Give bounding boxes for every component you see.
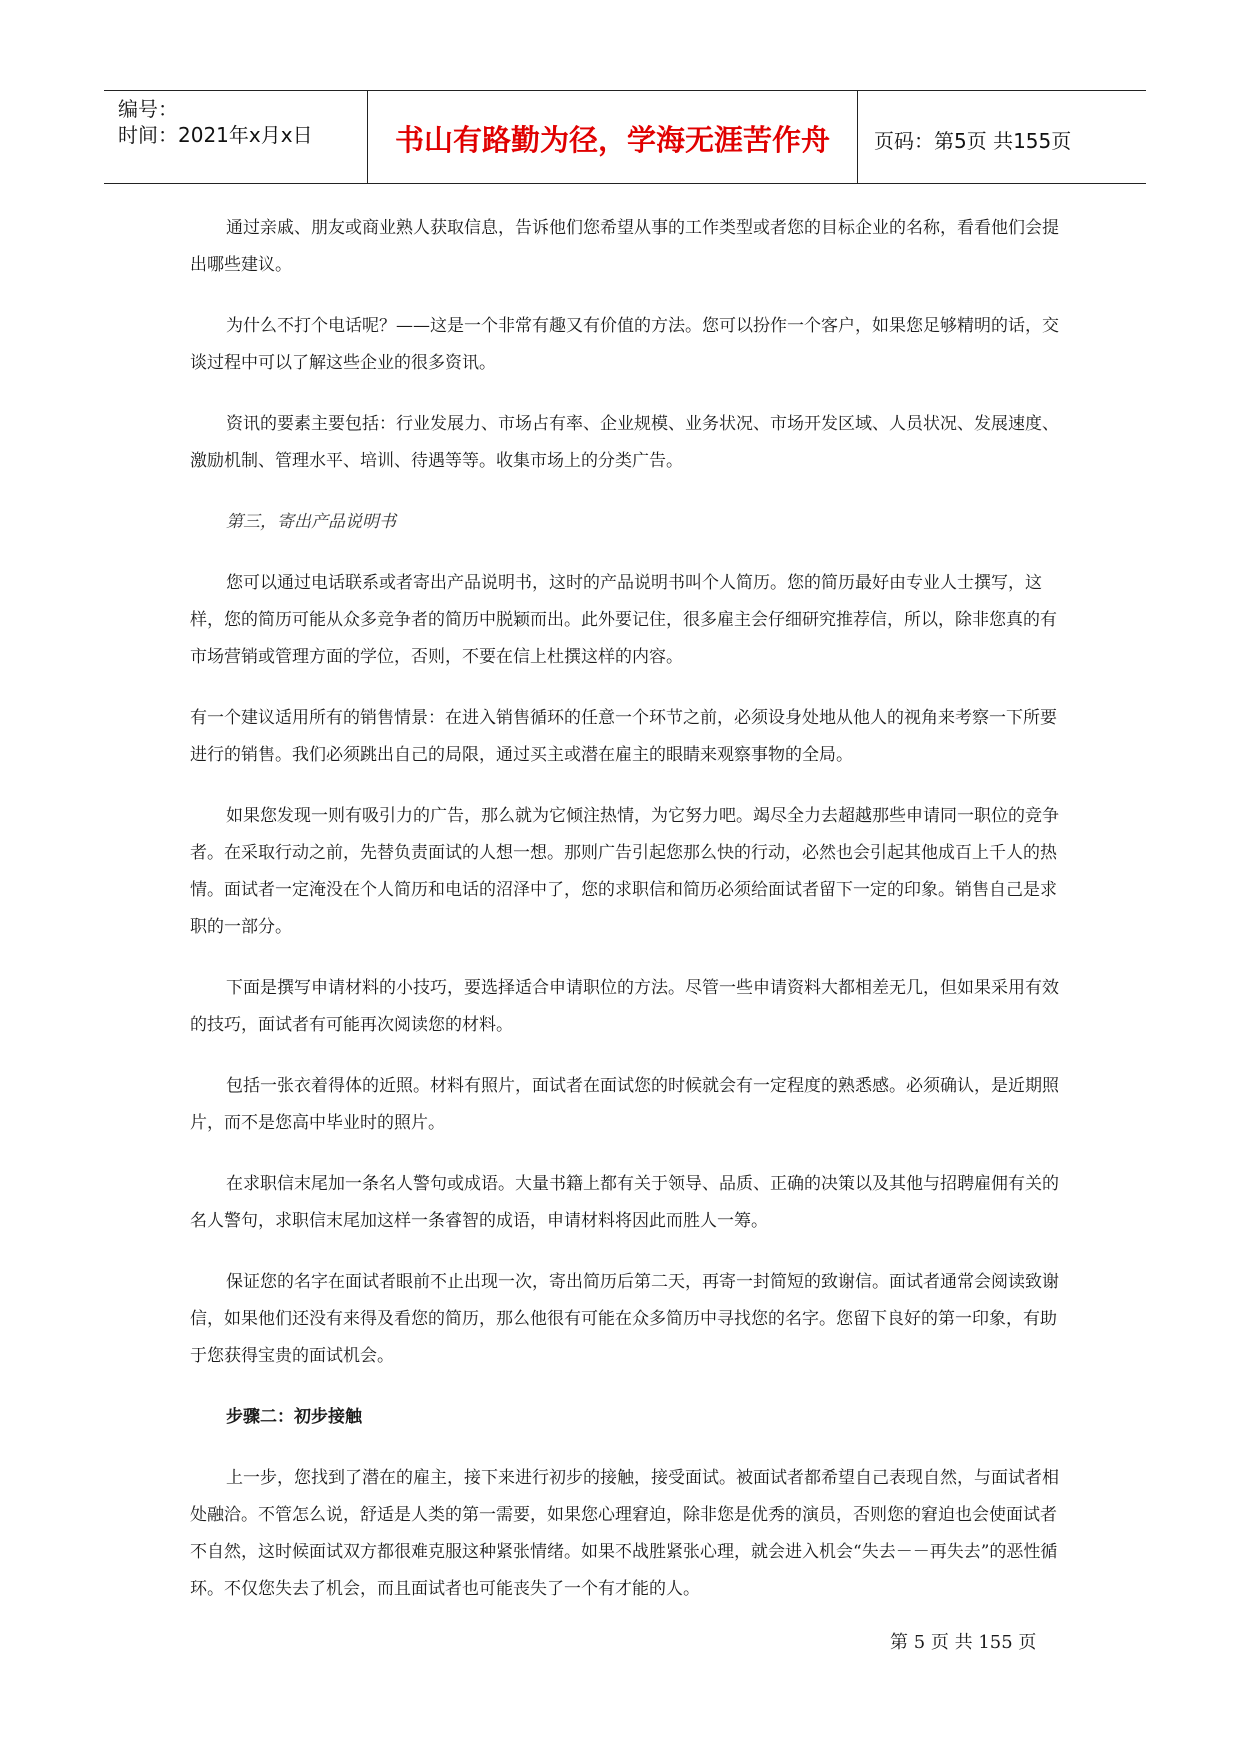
- code-label: 编号：: [118, 97, 178, 121]
- paragraph: 通过亲戚、朋友或商业熟人获取信息，告诉他们您希望从事的工作类型或者您的目标企业的名称，看看他们会提出哪些建议。: [190, 218, 1059, 275]
- paragraph: 资讯的要素主要包括：行业发展力、市场占有率、企业规模、业务状况、市场开发区域、人员状况、发展速度、激励机制、管理水平、培训、待遇等等。收集市场上的分类广告。: [190, 414, 1059, 471]
- paragraph: 如果您发现一则有吸引力的广告，那么就为它倾注热情，为它努力吧。竭尽全力去超越那些申请同一职位的竞争者。在采取行动之前，先替负责面试的人想一想。那则广告引起您那么快的行动，必然也会引起其他成百上千人的热情。面试者一定淹没在个人简历和电话的沼泽中了，您的求职信和简历必须给面试者留下一定的印象。销售自己是求职的一部分。: [190, 806, 1059, 937]
- document-body: [190, 210, 1060, 1632]
- header-page-cell: [858, 91, 1146, 183]
- paragraph: 上一步，您找到了潜在的雇主，接下来进行初步的接触，接受面试。被面试者都希望自己表现自然，与面试者相处融洽。不管怎么说，舒适是人类的第一需要，如果您心理窘迫，除非您是优秀的演员，否则您的窘迫也会使面试者不自然，这时候面试双方都很难克服这种紧张情绪。如果不战胜紧张心理，就会进入机会“失去－－再失去”的恶性循环。不仅您失去了机会，而且面试者也可能丧失了一个有才能的人。: [190, 1468, 1059, 1599]
- paragraph: 在求职信末尾加一条名人警句或成语。大量书籍上都有关于领导、品质、正确的决策以及其他与招聘雇佣有关的名人警句，求职信末尾加这样一条睿智的成语，申请材料将因此而胜人一筹。: [190, 1174, 1059, 1231]
- paragraph: 下面是撰写申请材料的小技巧，要选择适合申请职位的方法。尽管一些申请资料大都相差无几，但如果采用有效的技巧，面试者有可能再次阅读您的材料。: [190, 978, 1059, 1035]
- header-motto-cell: [367, 91, 858, 183]
- page-header: [104, 90, 1146, 184]
- motto: 书山有路勤为径，学海无涯苦作舟: [394, 123, 830, 157]
- paragraph: 为什么不打个电话呢？——这是一个非常有趣又有价值的方法。您可以扮作一个客户，如果您足够精明的话，交谈过程中可以了解这些企业的很多资讯。: [190, 316, 1059, 373]
- section-heading: 第三，寄出产品说明书: [226, 512, 396, 532]
- paragraph: 有一个建议适用所有的销售情景：在进入销售循环的任意一个环节之前，必须设身处地从他人的视角来考察一下所要进行的销售。我们必须跳出自己的局限，通过买主或潜在雇主的眼睛来观察事物的全局。: [190, 708, 1057, 765]
- step-heading: 步骤二：初步接触: [226, 1407, 362, 1427]
- header-meta-cell: [104, 91, 366, 183]
- page-number-label: 页码：第5页 共155页: [874, 129, 1072, 153]
- paragraph: 您可以通过电话联系或者寄出产品说明书，这时的产品说明书叫个人简历。您的简历最好由专业人士撰写，这样，您的简历可能从众多竞争者的简历中脱颖而出。此外要记住，很多雇主会仔细研究推荐信，所以，除非您真的有市场营销或管理方面的学位，否则，不要在信上杜撰这样的内容。: [190, 573, 1057, 667]
- paragraph: 包括一张衣着得体的近照。材料有照片，面试者在面试您的时候就会有一定程度的熟悉感。必须确认，是近期照片，而不是您高中毕业时的照片。: [190, 1076, 1059, 1133]
- paragraph: 保证您的名字在面试者眼前不止出现一次，寄出简历后第二天，再寄一封简短的致谢信。面试者通常会阅读致谢信，如果他们还没有来得及看您的简历，那么他很有可能在众多简历中寻找您的名字。您留下良好的第一印象，有助于您获得宝贵的面试机会。: [190, 1272, 1059, 1366]
- time-label: 时间：2021年x月x日: [118, 123, 313, 147]
- page-footer: 第 5 页 共 155 页: [890, 1632, 1037, 1653]
